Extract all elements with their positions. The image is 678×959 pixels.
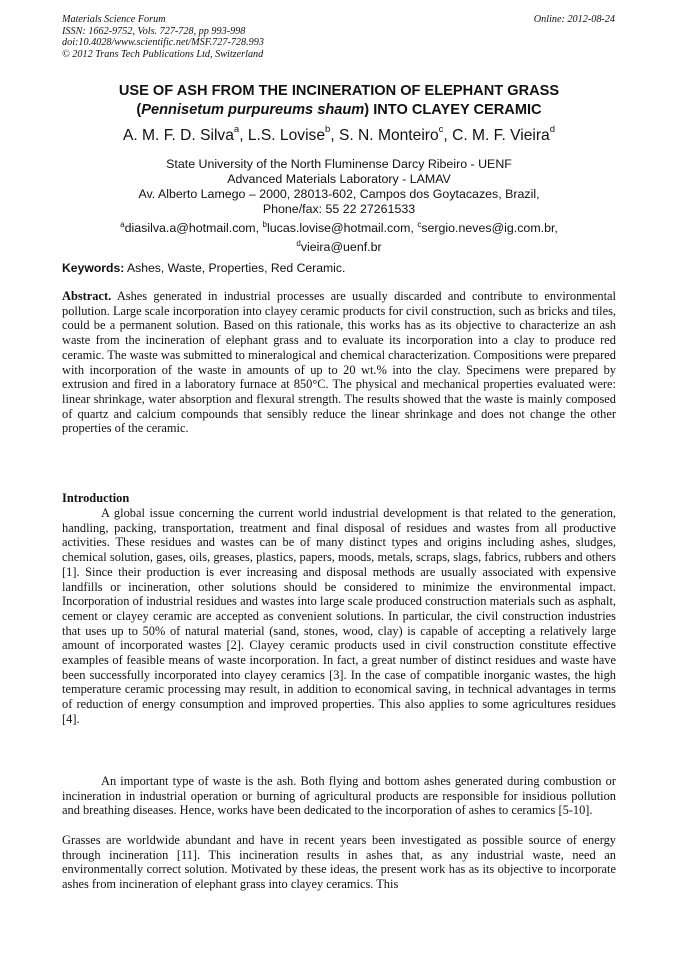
title-paren: ( <box>136 102 142 118</box>
author-name: C. M. F. Vieira <box>452 127 550 145</box>
author-list: A. M. F. D. Silva$^a$, L.S. Lovise$^b$, S. N. Monteiro$^c$, C. M. F. Vieira$^d$ <box>122 124 556 145</box>
author-name: L.S. Lovise <box>247 127 326 145</box>
abstract <box>62 289 616 436</box>
affiliation-line: Phone/fax: 55 22 27261533 <box>262 202 416 216</box>
paragraph-text: A global issue concerning the current world industrial development is that related to the generation, handling, packing, transportation, treatment and final disposal of residues and wastes from all productive activities. These residues and wastes can be of many distinct types and origins including ashes, sludges, chemical solution, gases, oils, greases, plastics, papers, moods, metals, scraps, slags, fabrics, rubbers and others [1]. Since their production is ever increasing and disposal methods are usually associated with expensive landfills or incineration, other solutions should be considered to minimize the environmental impact. Incorporation of industrial residues and wastes into large scale produced construction materials such as asphalt, cement or clayey ceramic are accepted as convenient solutions. In particular, the civil construction industries that uses up to 50% of natural material (sand, stones, wood, clay) is capable of accepting a relatively large amount of incorporated wastes [2]. Clayey ceramic products used in civil construction constitute effective examples of feasible means of waste incorporation. In fact, a great number of distinct residues and waste have been successfully incorporated into clayey ceramics [3]. In the case of compatible inorganic wastes, the high temperature ceramic processing may result, in addition to economical saving, in technical advantages in terms of reduction of energy consumption and improved properties. This also applies to some agricultures residues [4]. <box>62 506 616 726</box>
email-sup: a <box>120 220 125 229</box>
paragraph <box>62 833 616 892</box>
section-heading: Introduction <box>62 491 130 505</box>
title-line-2 <box>62 101 616 120</box>
online-date: Online: 2012-08-24 <box>533 14 615 25</box>
paragraph-text: An important type of waste is the ash. Both flying and bottom ashes generated during combustion or incineration in industrial operation or burning of agricultural products are responsible for insidious pollution and breathing diseases. Hence, works have been dedicated to the incorporation of ashes to ceramics [5-10]. <box>62 774 616 818</box>
paragraph <box>62 774 616 818</box>
title-line-2-rest: ) INTO CLAYEY CERAMIC <box>364 102 542 118</box>
journal-name: Materials Science Forum <box>62 14 166 25</box>
email-a[interactable]: diasilva.a@hotmail.com, <box>124 221 260 236</box>
affiliation-block <box>62 157 616 255</box>
keywords-line <box>62 261 616 275</box>
species-name: Pennisetum purpureums shaum <box>141 102 365 118</box>
email-line <box>62 217 616 236</box>
copyright-line: © 2012 Trans Tech Publications Ltd, Switzerland <box>62 48 264 60</box>
affiliation-line: Av. Alberto Lamego – 2000, 28013-602, Campos dos Goytacazes, Brazil, <box>138 187 540 201</box>
email-b[interactable]: lucas.lovise@hotmail.com, <box>266 221 414 236</box>
author-sup: c <box>438 124 444 135</box>
journal-meta <box>62 14 264 60</box>
title-line-1: USE OF ASH FROM THE INCINERATION OF ELEPHANT GRASS <box>118 83 560 99</box>
author-sup: b <box>325 124 331 135</box>
email-d[interactable]: vieira@uenf.br <box>300 240 382 255</box>
paragraph <box>62 506 616 727</box>
issn-line: ISSN: 1662-9752, Vols. 727-728, pp 993-998 <box>62 25 246 37</box>
author-sup: a <box>233 124 240 135</box>
author-name: S. N. Monteiro <box>338 127 439 145</box>
keywords-label: Keywords: <box>62 261 125 275</box>
abstract-text: Ashes generated in industrial processes are usually discarded and contribute to environmental pollution. Large scale incorporation into clayey ceramic products for civil construction, such as bricks and tiles, could be a permanent solution. Based on this rationale, this works has as its objective to characterize an ash waste from the incineration of elephant grass and to evaluate its incorporation into a clay to produce red ceramic. The waste was submitted to mineralogical and chemical characterization. Compositions were prepared with incorporation of the waste in amounts of up to 20 wt.% into the clay. Specimens were prepared by extrusion and fired in a laboratory furnace at 850°C. The physical and mechanical properties evaluated were: linear shrinkage, water absorption and flexural strength. The results showed that the waste is mainly composed of quartz and calcium compounds that sensibly reduce the linear shrinkage and does not change the other properties of the ceramic. <box>62 289 616 436</box>
doi-line: doi:10.4028/www.scientific.net/MSF.727-728.993 <box>62 37 264 49</box>
keywords-text: Ashes, Waste, Properties, Red Ceramic. <box>127 261 346 275</box>
email-line <box>62 236 616 255</box>
author-sup: d <box>549 124 556 135</box>
paragraph-text: Grasses are worldwide abundant and have in recent years been investigated as possible source of energy through incineration [11]. This incineration results in ashes that, as any industrial waste, need an environmentally correct solution. Motivated by these ideas, the present work has as its objective to incorporate ashes from incineration of elephant grass into clayey ceramics. This <box>62 833 616 892</box>
email-sup: b <box>262 220 267 229</box>
email-sup: c <box>417 220 422 229</box>
paper-title <box>62 82 616 120</box>
abstract-label: Abstract. <box>62 289 112 303</box>
email-sup: d <box>296 239 301 249</box>
affiliation-line: State University of the North Fluminense Darcy Ribeiro - UENF <box>166 157 512 171</box>
affiliation-line: Advanced Materials Laboratory - LAMAV <box>227 172 451 186</box>
email-c[interactable]: sergio.neves@ig.com.br, <box>421 221 558 236</box>
author-name: A. M. F. D. Silva <box>122 127 234 145</box>
